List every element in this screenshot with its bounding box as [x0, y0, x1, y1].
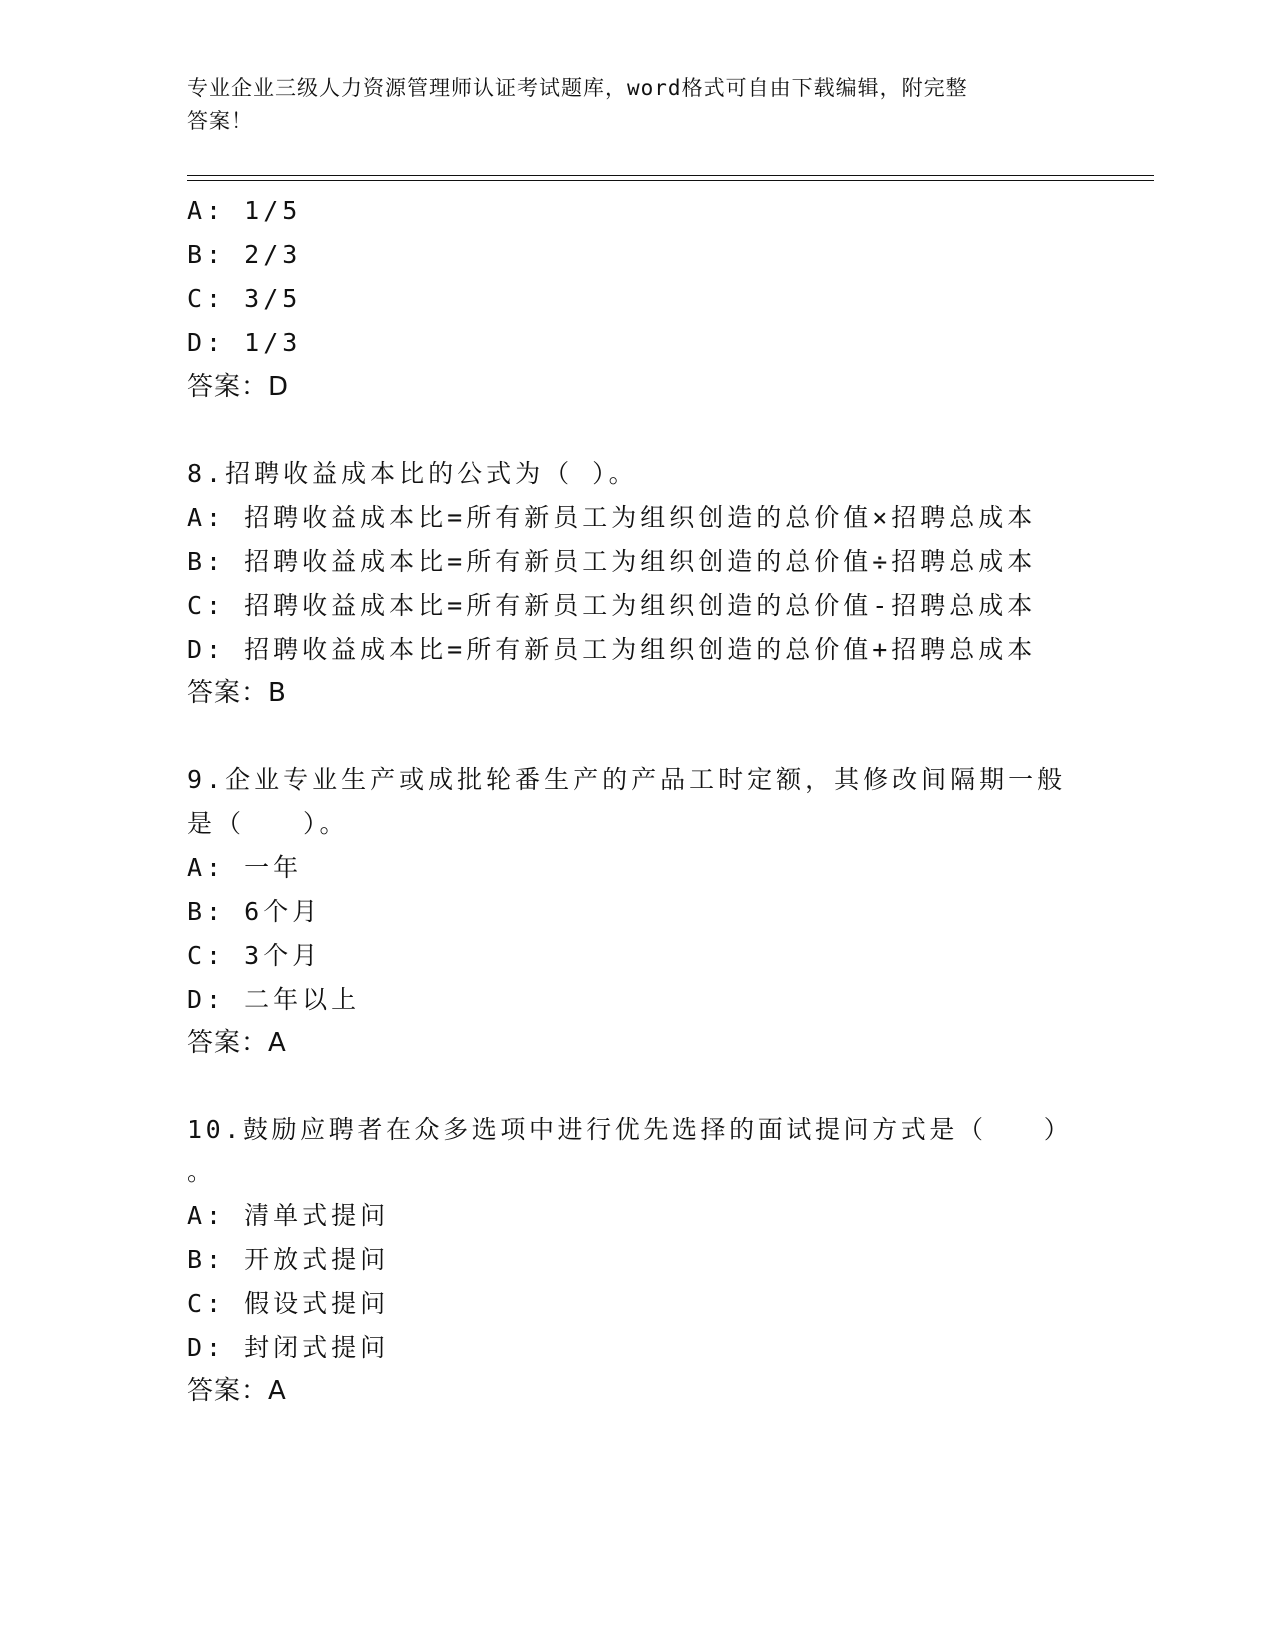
q7-option-a: A: 1/5 — [187, 196, 302, 225]
q9-question-line-2: 是（ ）。 — [187, 809, 349, 838]
q7-option-c: C: 3/5 — [187, 284, 302, 313]
q7-option-b: B: 2/3 — [187, 240, 302, 269]
q10-option-d: D: 封闭式提问 — [187, 1333, 390, 1362]
q9-answer: 答案：A — [187, 1028, 287, 1058]
q8-option-a: A: 招聘收益成本比=所有新员工为组织创造的总价值×招聘总成本 — [187, 503, 1037, 532]
q10-question-line-1: 10.鼓励应聘者在众多选项中进行优先选择的面试提问方式是（ ） — [187, 1115, 1073, 1144]
q8-option-d: D: 招聘收益成本比=所有新员工为组织创造的总价值+招聘总成本 — [187, 635, 1037, 664]
q9-option-c: C: 3个月 — [187, 941, 322, 970]
header-line-2: 答案！ — [187, 109, 253, 133]
q9-option-b: B: 6个月 — [187, 897, 322, 926]
q10-answer: 答案：A — [187, 1376, 287, 1406]
q9-option-d: D: 二年以上 — [187, 985, 361, 1014]
header-divider-top — [187, 175, 1154, 176]
q8-answer: 答案：B — [187, 678, 287, 708]
header-divider-bottom — [187, 180, 1154, 181]
q8-option-c: C: 招聘收益成本比=所有新员工为组织创造的总价值-招聘总成本 — [187, 591, 1037, 620]
q10-option-a: A: 清单式提问 — [187, 1201, 390, 1230]
q9-option-a: A: 一年 — [187, 853, 303, 882]
q8-option-b: B: 招聘收益成本比=所有新员工为组织创造的总价值÷招聘总成本 — [187, 547, 1037, 576]
document-header — [187, 72, 1057, 138]
q7-option-d: D: 1/3 — [187, 328, 302, 357]
q10-option-b: B: 开放式提问 — [187, 1245, 390, 1274]
header-line-1: 专业企业三级人力资源管理师认证考试题库，word格式可自由下载编辑，附完整 — [187, 76, 968, 100]
q10-question-line-2: 。 — [187, 1157, 217, 1186]
q9-question-line-1: 9.企业专业生产或成批轮番生产的产品工时定额，其修改间隔期一般 — [187, 765, 1067, 794]
q10-option-c: C: 假设式提问 — [187, 1289, 390, 1318]
q8-question: 8.招聘收益成本比的公式为（ ）。 — [187, 459, 638, 488]
q7-answer: 答案：D — [187, 372, 290, 402]
